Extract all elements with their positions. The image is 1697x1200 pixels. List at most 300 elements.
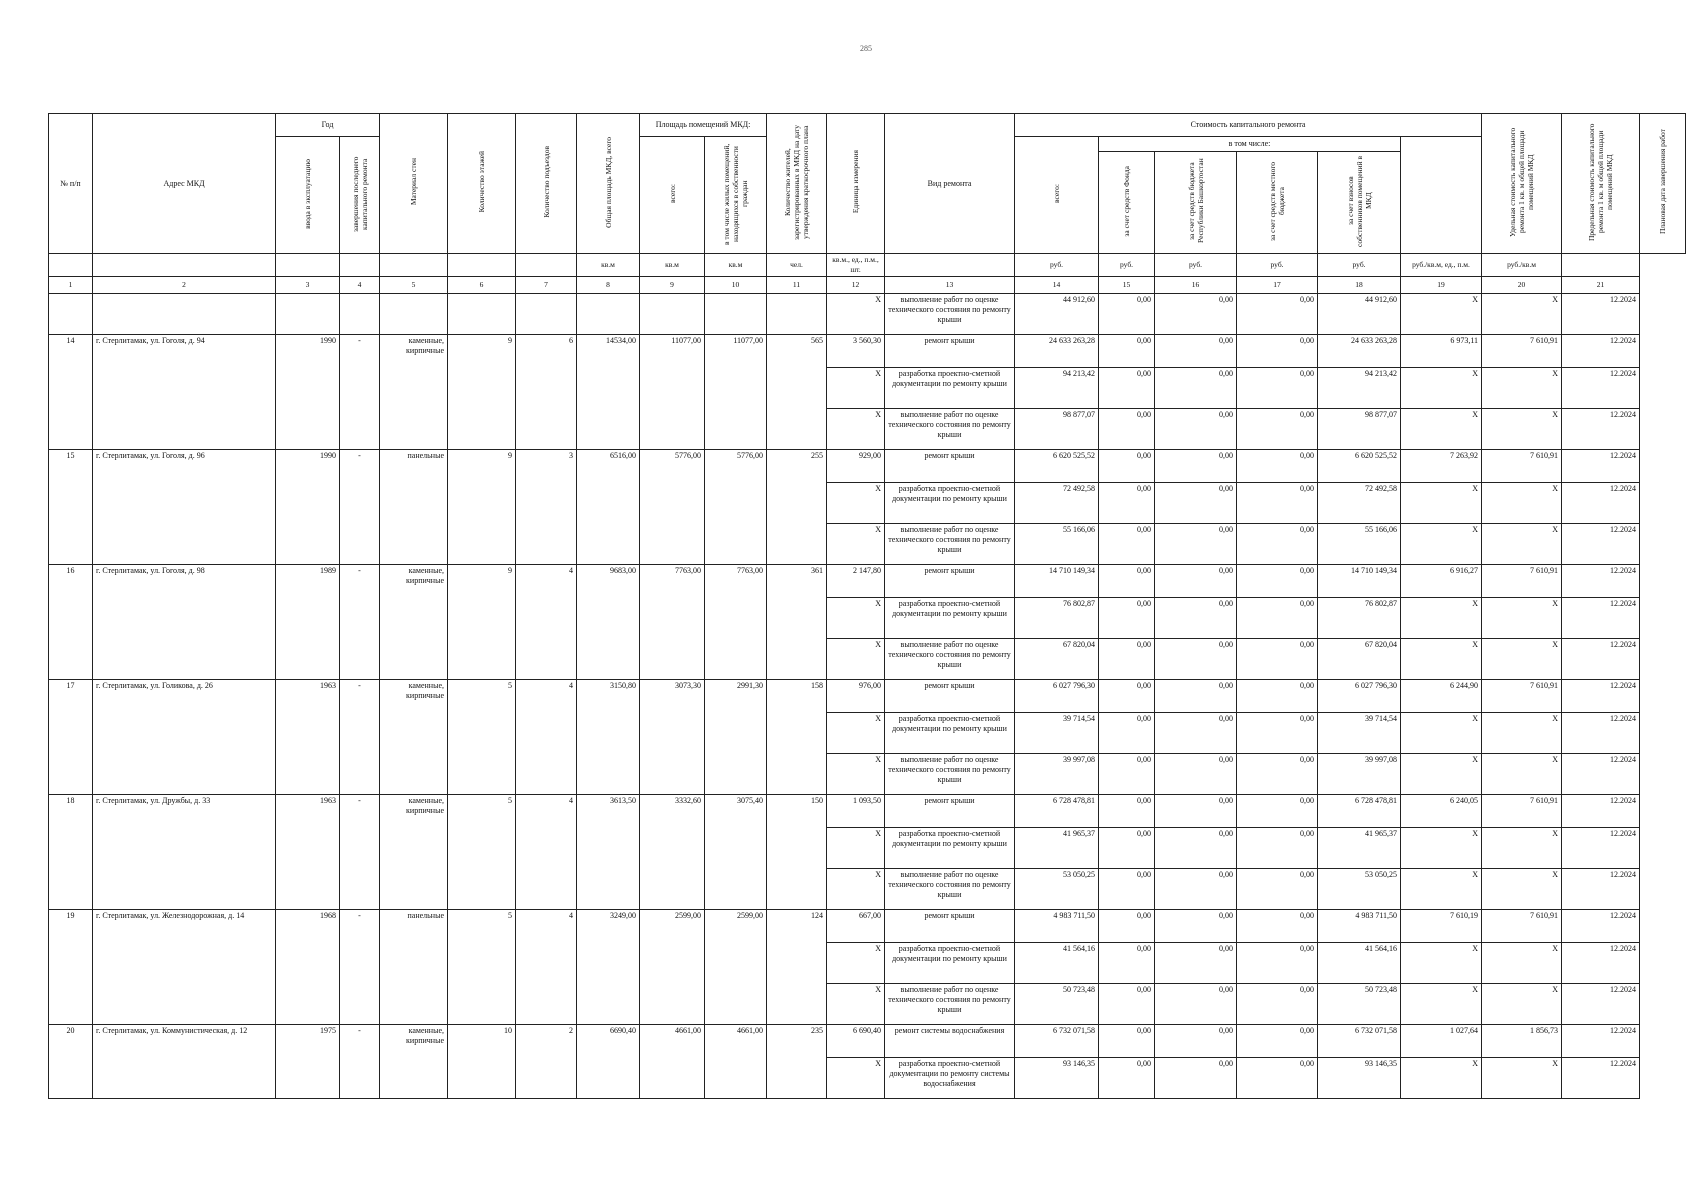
cell-entrances — [516, 598, 577, 639]
cell-cost: 67 820,04 — [1015, 639, 1099, 680]
cell-residents — [767, 598, 827, 639]
cell-owners: 41 965,37 — [1318, 828, 1401, 869]
cell-area-all: 7763,00 — [640, 565, 705, 598]
cell-residents — [767, 754, 827, 795]
cell-max: Х — [1482, 943, 1562, 984]
cell-area-all: 3073,30 — [640, 680, 705, 713]
cell-address — [93, 754, 276, 795]
cell-unit: 667,00 — [827, 910, 885, 943]
cell-no — [49, 409, 93, 450]
cell-cost: 50 723,48 — [1015, 984, 1099, 1025]
cell-walls — [380, 294, 448, 335]
column-number-cell: 2 — [93, 277, 276, 294]
cell-owners: 4 983 711,50 — [1318, 910, 1401, 943]
cell-address — [93, 483, 276, 524]
unit-cell: кв.м — [577, 254, 640, 277]
header-cost-owners: за счет взносов собственников помещений в МКД — [1318, 152, 1401, 254]
cell-walls — [380, 943, 448, 984]
cell-address — [93, 984, 276, 1025]
cell-unit: Х — [827, 828, 885, 869]
cell-rep: 0,00 — [1155, 565, 1237, 598]
cell-area-all — [640, 754, 705, 795]
table-header — [49, 114, 1686, 294]
cell-max: 7 610,91 — [1482, 335, 1562, 368]
cell-max: Х — [1482, 1058, 1562, 1099]
cell-date: 12.2024 — [1562, 294, 1640, 335]
column-number-cell: 6 — [448, 277, 516, 294]
cell-built: 1963 — [276, 795, 340, 828]
cell-walls: панельные — [380, 910, 448, 943]
unit-cell: кв.м — [705, 254, 767, 277]
table-row — [49, 335, 1686, 368]
column-number-cell: 7 — [516, 277, 577, 294]
cell-rep: 0,00 — [1155, 1058, 1237, 1099]
cell-repaired — [340, 943, 380, 984]
cell-floors: 9 — [448, 565, 516, 598]
cell-no — [49, 869, 93, 910]
cell-address: г. Стерлитамак, ул. Коммунистическая, д. 12 — [93, 1025, 276, 1058]
unit-cell: руб. — [1318, 254, 1401, 277]
cell-unit: Х — [827, 713, 885, 754]
cell-max: 7 610,91 — [1482, 795, 1562, 828]
cell-area-res — [705, 409, 767, 450]
column-number-cell: 10 — [705, 277, 767, 294]
cell-date: 12.2024 — [1562, 524, 1640, 565]
cell-rep: 0,00 — [1155, 910, 1237, 943]
cell-no: 16 — [49, 565, 93, 598]
cell-walls — [380, 524, 448, 565]
table-row — [49, 1058, 1686, 1099]
cell-cost: 53 050,25 — [1015, 869, 1099, 910]
cell-area-res: 2599,00 — [705, 910, 767, 943]
cell-type: выполнение работ по оценке технического состояния по ремонту крыши — [885, 984, 1015, 1025]
cell-floors — [448, 368, 516, 409]
cell-area-res: 3075,40 — [705, 795, 767, 828]
cell-owners: 94 213,42 — [1318, 368, 1401, 409]
cell-walls — [380, 639, 448, 680]
cell-local: 0,00 — [1237, 754, 1318, 795]
cell-walls: панельные — [380, 450, 448, 483]
table-row — [49, 294, 1686, 335]
cell-fund: 0,00 — [1099, 483, 1155, 524]
cell-owners: 6 620 525,52 — [1318, 450, 1401, 483]
column-number-cell: 4 — [340, 277, 380, 294]
cell-area-res: 7763,00 — [705, 565, 767, 598]
cell-no — [49, 713, 93, 754]
cell-repaired — [340, 1058, 380, 1099]
cell-built — [276, 483, 340, 524]
cell-rep: 0,00 — [1155, 754, 1237, 795]
cell-repaired — [340, 713, 380, 754]
cell-total-area — [577, 754, 640, 795]
cell-floors — [448, 754, 516, 795]
cell-local: 0,00 — [1237, 869, 1318, 910]
cell-area-all: 3332,60 — [640, 795, 705, 828]
cell-rep: 0,00 — [1155, 984, 1237, 1025]
cell-repaired: - — [340, 450, 380, 483]
cell-type: разработка проектно-сметной документации по ремонту крыши — [885, 943, 1015, 984]
cell-built: 1990 — [276, 335, 340, 368]
cell-local: 0,00 — [1237, 565, 1318, 598]
cell-cost: 72 492,58 — [1015, 483, 1099, 524]
unit-cell: руб. — [1155, 254, 1237, 277]
cell-no: 20 — [49, 1025, 93, 1058]
cell-spec: Х — [1401, 754, 1482, 795]
cell-cost: 39 997,08 — [1015, 754, 1099, 795]
cell-fund: 0,00 — [1099, 1025, 1155, 1058]
cell-floors — [448, 869, 516, 910]
header-total-area: Общая площадь МКД, всего — [577, 114, 640, 254]
cell-local: 0,00 — [1237, 368, 1318, 409]
cell-fund: 0,00 — [1099, 294, 1155, 335]
cell-unit: Х — [827, 984, 885, 1025]
cell-entrances: 3 — [516, 450, 577, 483]
cell-date: 12.2024 — [1562, 409, 1640, 450]
cell-repaired: - — [340, 335, 380, 368]
cell-date: 12.2024 — [1562, 713, 1640, 754]
cell-area-res: 2991,30 — [705, 680, 767, 713]
cell-no — [49, 828, 93, 869]
cell-address: г. Стерлитамак, ул. Железнодорожная, д. 14 — [93, 910, 276, 943]
cell-max: Х — [1482, 598, 1562, 639]
cell-date: 12.2024 — [1562, 368, 1640, 409]
cell-built — [276, 294, 340, 335]
cell-entrances — [516, 639, 577, 680]
table-row — [49, 639, 1686, 680]
cell-rep: 0,00 — [1155, 869, 1237, 910]
table-row — [49, 869, 1686, 910]
cell-no — [49, 754, 93, 795]
cell-floors — [448, 828, 516, 869]
table-row — [49, 483, 1686, 524]
cell-total-area — [577, 984, 640, 1025]
unit-cell — [1562, 254, 1640, 277]
cell-unit: Х — [827, 1058, 885, 1099]
cell-local: 0,00 — [1237, 598, 1318, 639]
cell-cost: 41 564,16 — [1015, 943, 1099, 984]
cell-fund: 0,00 — [1099, 1058, 1155, 1099]
cell-max: 7 610,91 — [1482, 565, 1562, 598]
cell-area-all: 5776,00 — [640, 450, 705, 483]
cell-rep: 0,00 — [1155, 409, 1237, 450]
header-cost-local: за счет средств местного бюджета — [1237, 152, 1318, 254]
cell-max: Х — [1482, 409, 1562, 450]
column-number-cell: 14 — [1015, 277, 1099, 294]
cell-floors — [448, 943, 516, 984]
cell-walls: каменные, кирпичные — [380, 795, 448, 828]
cell-unit: Х — [827, 639, 885, 680]
cell-spec: 6 916,27 — [1401, 565, 1482, 598]
cell-no — [49, 483, 93, 524]
cell-total-area — [577, 524, 640, 565]
cell-date: 12.2024 — [1562, 565, 1640, 598]
cell-area-res — [705, 943, 767, 984]
cell-type: разработка проектно-сметной документации по ремонту крыши — [885, 713, 1015, 754]
unit-cell: кв.м — [640, 254, 705, 277]
cell-rep: 0,00 — [1155, 368, 1237, 409]
cell-entrances — [516, 368, 577, 409]
cell-spec: Х — [1401, 639, 1482, 680]
table-row — [49, 713, 1686, 754]
header-repair-type: Вид ремонта — [885, 114, 1015, 254]
cell-area-all — [640, 598, 705, 639]
cell-entrances — [516, 869, 577, 910]
cell-total-area — [577, 713, 640, 754]
cell-total-area — [577, 943, 640, 984]
cell-no — [49, 524, 93, 565]
cell-spec: 6 240,05 — [1401, 795, 1482, 828]
cell-type: ремонт крыши — [885, 450, 1015, 483]
cell-total-area — [577, 598, 640, 639]
cell-floors: 10 — [448, 1025, 516, 1058]
cell-rep: 0,00 — [1155, 795, 1237, 828]
cell-residents: 150 — [767, 795, 827, 828]
cell-entrances — [516, 754, 577, 795]
cell-repaired — [340, 869, 380, 910]
cell-area-res — [705, 754, 767, 795]
cell-built — [276, 713, 340, 754]
cell-max: Х — [1482, 524, 1562, 565]
cell-entrances — [516, 943, 577, 984]
cell-owners: 50 723,48 — [1318, 984, 1401, 1025]
cell-repaired — [340, 483, 380, 524]
cell-floors: 5 — [448, 680, 516, 713]
cell-residents — [767, 368, 827, 409]
cell-built — [276, 409, 340, 450]
cell-address — [93, 598, 276, 639]
cell-area-all: 2599,00 — [640, 910, 705, 943]
cell-max: Х — [1482, 294, 1562, 335]
cell-unit: Х — [827, 598, 885, 639]
table-row — [49, 565, 1686, 598]
header-cost-republic: за счет средств бюджета Республики Башкортостан — [1155, 152, 1237, 254]
cell-date: 12.2024 — [1562, 680, 1640, 713]
cell-built: 1968 — [276, 910, 340, 943]
cell-spec: Х — [1401, 368, 1482, 409]
cell-residents — [767, 713, 827, 754]
cell-owners: 39 997,08 — [1318, 754, 1401, 795]
cell-residents — [767, 409, 827, 450]
table-row — [49, 598, 1686, 639]
column-number-cell: 1 — [49, 277, 93, 294]
cell-owners: 24 633 263,28 — [1318, 335, 1401, 368]
cell-built — [276, 639, 340, 680]
cell-cost: 44 912,60 — [1015, 294, 1099, 335]
cell-local: 0,00 — [1237, 795, 1318, 828]
cell-spec: Х — [1401, 294, 1482, 335]
cell-address — [93, 524, 276, 565]
cell-spec: Х — [1401, 524, 1482, 565]
column-number-cell: 18 — [1318, 277, 1401, 294]
cell-address — [93, 869, 276, 910]
cell-fund: 0,00 — [1099, 524, 1155, 565]
cell-residents — [767, 483, 827, 524]
column-number-cell: 20 — [1482, 277, 1562, 294]
cell-built — [276, 1058, 340, 1099]
cell-no — [49, 598, 93, 639]
header-residents: Количество жителей, зарегистрированных в МКД на дату утверждения краткосрочного плана — [767, 114, 827, 254]
cell-built — [276, 828, 340, 869]
cell-walls — [380, 754, 448, 795]
cell-fund: 0,00 — [1099, 565, 1155, 598]
cell-owners: 76 802,87 — [1318, 598, 1401, 639]
cell-owners: 6 027 796,30 — [1318, 680, 1401, 713]
cell-spec: Х — [1401, 713, 1482, 754]
cell-type: выполнение работ по оценке технического состояния по ремонту крыши — [885, 524, 1015, 565]
table-row — [49, 680, 1686, 713]
cell-residents — [767, 1058, 827, 1099]
cell-total-area — [577, 368, 640, 409]
cell-area-res — [705, 984, 767, 1025]
cell-spec: Х — [1401, 409, 1482, 450]
header-cost-fund: за счет средств Фонда — [1099, 152, 1155, 254]
cell-no — [49, 294, 93, 335]
cell-repaired: - — [340, 795, 380, 828]
cell-entrances: 4 — [516, 565, 577, 598]
cell-local: 0,00 — [1237, 524, 1318, 565]
cell-residents: 255 — [767, 450, 827, 483]
cell-area-res — [705, 598, 767, 639]
cell-local: 0,00 — [1237, 943, 1318, 984]
cell-built — [276, 598, 340, 639]
cell-unit: 976,00 — [827, 680, 885, 713]
unit-cell — [448, 254, 516, 277]
cell-area-all — [640, 368, 705, 409]
table-row — [49, 754, 1686, 795]
cell-fund: 0,00 — [1099, 598, 1155, 639]
table-row — [49, 795, 1686, 828]
header-specific-cost: Удельная стоимость капитального ремонта 1 кв. м общей площади помещений МКД — [1482, 114, 1562, 254]
unit-cell — [49, 254, 93, 277]
cell-address: г. Стерлитамак, ул. Гоголя, д. 98 — [93, 565, 276, 598]
table-row — [49, 524, 1686, 565]
cell-area-all — [640, 828, 705, 869]
cell-spec: Х — [1401, 984, 1482, 1025]
cell-cost: 94 213,42 — [1015, 368, 1099, 409]
cell-walls: каменные, кирпичные — [380, 565, 448, 598]
cell-walls — [380, 713, 448, 754]
cell-entrances — [516, 1058, 577, 1099]
cell-type: выполнение работ по оценке технического состояния по ремонту крыши — [885, 639, 1015, 680]
cell-spec: Х — [1401, 1058, 1482, 1099]
cell-address — [93, 1058, 276, 1099]
cell-owners: 39 714,54 — [1318, 713, 1401, 754]
cell-type: выполнение работ по оценке технического состояния по ремонту крыши — [885, 294, 1015, 335]
cell-address: г. Стерлитамак, ул. Голикова, д. 26 — [93, 680, 276, 713]
column-numbers-row — [49, 277, 1686, 294]
cell-fund: 0,00 — [1099, 713, 1155, 754]
cell-entrances: 4 — [516, 910, 577, 943]
cell-address — [93, 294, 276, 335]
unit-cell: руб. — [1015, 254, 1099, 277]
column-number-cell: 12 — [827, 277, 885, 294]
cell-total-area — [577, 409, 640, 450]
cell-unit: 1 093,50 — [827, 795, 885, 828]
cell-area-all — [640, 524, 705, 565]
cell-local: 0,00 — [1237, 910, 1318, 943]
cell-entrances — [516, 713, 577, 754]
cell-entrances — [516, 524, 577, 565]
cell-owners: 98 877,07 — [1318, 409, 1401, 450]
cell-built — [276, 368, 340, 409]
cell-total-area — [577, 869, 640, 910]
cell-repaired — [340, 984, 380, 1025]
cell-fund: 0,00 — [1099, 639, 1155, 680]
cell-repaired: - — [340, 910, 380, 943]
cell-unit: Х — [827, 368, 885, 409]
cell-floors: 5 — [448, 795, 516, 828]
cell-floors — [448, 294, 516, 335]
cell-date: 12.2024 — [1562, 910, 1640, 943]
cell-type: ремонт крыши — [885, 335, 1015, 368]
cell-date: 12.2024 — [1562, 483, 1640, 524]
cell-address — [93, 943, 276, 984]
cell-rep: 0,00 — [1155, 828, 1237, 869]
cell-built — [276, 524, 340, 565]
cell-local: 0,00 — [1237, 713, 1318, 754]
cell-cost: 24 633 263,28 — [1015, 335, 1099, 368]
cell-spec: 6 244,90 — [1401, 680, 1482, 713]
cell-rep: 0,00 — [1155, 294, 1237, 335]
cell-owners: 93 146,35 — [1318, 1058, 1401, 1099]
capital-repair-table-sheet — [48, 113, 1686, 1099]
cell-total-area — [577, 639, 640, 680]
cell-residents — [767, 524, 827, 565]
cell-no: 19 — [49, 910, 93, 943]
unit-cell: руб./кв.м — [1482, 254, 1562, 277]
cell-local: 0,00 — [1237, 483, 1318, 524]
cell-no: 18 — [49, 795, 93, 828]
cell-type: ремонт крыши — [885, 680, 1015, 713]
unit-cell: кв.м., ед., п.м., шт. — [827, 254, 885, 277]
cell-rep: 0,00 — [1155, 943, 1237, 984]
capital-repair-table — [48, 113, 1686, 1099]
cell-type: выполнение работ по оценке технического состояния по ремонту крыши — [885, 409, 1015, 450]
cell-repaired — [340, 294, 380, 335]
column-number-cell: 3 — [276, 277, 340, 294]
cell-repaired — [340, 598, 380, 639]
table-row — [49, 943, 1686, 984]
cell-max: Х — [1482, 639, 1562, 680]
cell-cost: 39 714,54 — [1015, 713, 1099, 754]
cell-area-all — [640, 713, 705, 754]
cell-max: Х — [1482, 754, 1562, 795]
cell-rep: 0,00 — [1155, 639, 1237, 680]
cell-unit: Х — [827, 943, 885, 984]
cell-residents: 124 — [767, 910, 827, 943]
cell-type: разработка проектно-сметной документации по ремонту крыши — [885, 598, 1015, 639]
cell-type: ремонт крыши — [885, 910, 1015, 943]
cell-type: ремонт крыши — [885, 795, 1015, 828]
cell-type: разработка проектно-сметной документации по ремонту крыши — [885, 368, 1015, 409]
cell-total-area: 9683,00 — [577, 565, 640, 598]
cell-date: 12.2024 — [1562, 984, 1640, 1025]
cell-built — [276, 754, 340, 795]
unit-cell — [340, 254, 380, 277]
cell-date: 12.2024 — [1562, 828, 1640, 869]
cell-address: г. Стерлитамак, ул. Дружбы, д. 33 — [93, 795, 276, 828]
cell-spec: Х — [1401, 828, 1482, 869]
cell-rep: 0,00 — [1155, 713, 1237, 754]
cell-local: 0,00 — [1237, 828, 1318, 869]
cell-repaired — [340, 639, 380, 680]
cell-rep: 0,00 — [1155, 1025, 1237, 1058]
cell-date: 12.2024 — [1562, 1025, 1640, 1058]
cell-date: 12.2024 — [1562, 943, 1640, 984]
header-cost-total: всего: — [1015, 137, 1099, 254]
cell-cost: 6 728 478,81 — [1015, 795, 1099, 828]
cell-area-all — [640, 294, 705, 335]
